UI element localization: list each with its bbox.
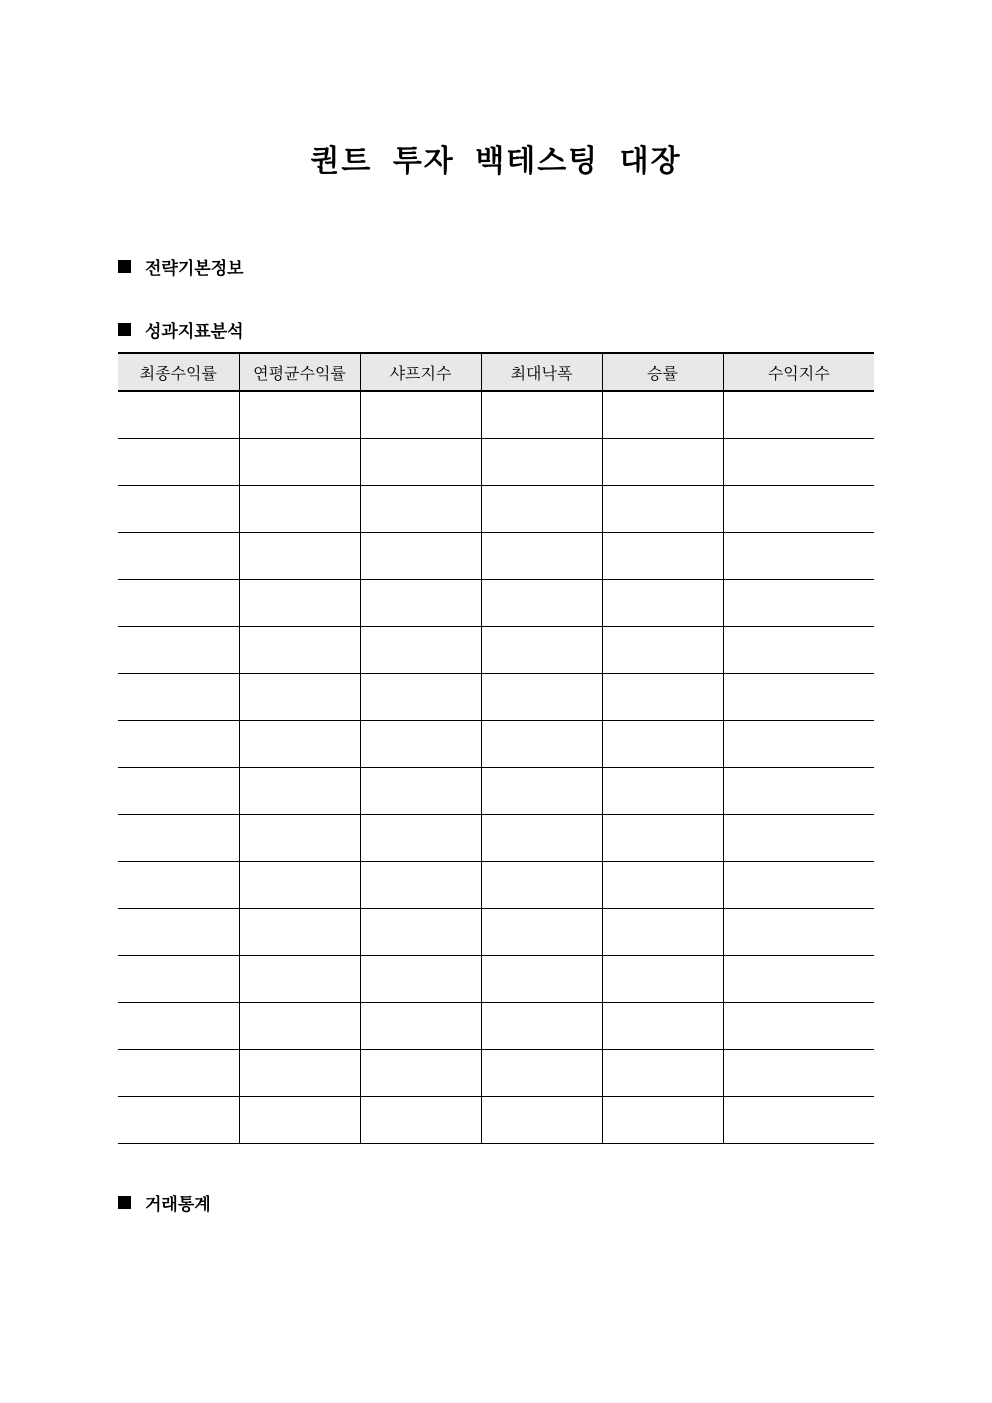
table-row <box>118 533 874 580</box>
table-cell[interactable] <box>118 768 239 815</box>
table-cell[interactable] <box>602 1097 723 1144</box>
table-header-row <box>118 353 874 391</box>
table-cell[interactable] <box>723 815 874 862</box>
table-cell[interactable] <box>239 1097 360 1144</box>
table-cell[interactable] <box>360 1050 481 1097</box>
table-cell[interactable] <box>723 439 874 486</box>
table-row <box>118 627 874 674</box>
table-cell[interactable] <box>602 1050 723 1097</box>
section-heading: 성과지표분석 <box>145 322 244 342</box>
table-cell[interactable] <box>360 1003 481 1050</box>
table-row <box>118 1097 874 1144</box>
table-cell[interactable] <box>118 862 239 909</box>
table-cell[interactable] <box>481 533 602 580</box>
table-cell[interactable] <box>602 862 723 909</box>
table-cell[interactable] <box>360 768 481 815</box>
table-cell[interactable] <box>481 580 602 627</box>
table-cell[interactable] <box>360 909 481 956</box>
table-cell[interactable] <box>481 956 602 1003</box>
table-cell[interactable] <box>118 627 239 674</box>
table-cell[interactable] <box>481 674 602 721</box>
table-cell[interactable] <box>723 862 874 909</box>
table-cell[interactable] <box>602 391 723 439</box>
table-cell[interactable] <box>360 533 481 580</box>
square-bullet-icon <box>118 1196 131 1209</box>
table-cell[interactable] <box>481 1003 602 1050</box>
header-annual-return: 연평균수익률 <box>239 353 360 391</box>
table-cell[interactable] <box>602 768 723 815</box>
table-cell[interactable] <box>602 486 723 533</box>
table-cell[interactable] <box>481 862 602 909</box>
table-cell[interactable] <box>118 674 239 721</box>
table-cell[interactable] <box>602 533 723 580</box>
section-heading: 전략기본정보 <box>145 259 244 279</box>
table-cell[interactable] <box>118 439 239 486</box>
page-title: 퀀트 투자 백테스팅 대장 <box>310 144 682 179</box>
table-cell[interactable] <box>239 391 360 439</box>
table-cell[interactable] <box>239 862 360 909</box>
table-cell[interactable] <box>723 1050 874 1097</box>
table-cell[interactable] <box>239 580 360 627</box>
table-cell[interactable] <box>239 768 360 815</box>
table-cell[interactable] <box>118 533 239 580</box>
header-max-drawdown: 최대낙폭 <box>481 353 602 391</box>
table-cell[interactable] <box>239 1003 360 1050</box>
table-cell[interactable] <box>360 815 481 862</box>
table-cell[interactable] <box>118 721 239 768</box>
table-row <box>118 956 874 1003</box>
table-cell[interactable] <box>239 439 360 486</box>
table-cell[interactable] <box>239 486 360 533</box>
table-cell[interactable] <box>481 486 602 533</box>
table-cell[interactable] <box>723 674 874 721</box>
section-heading: 거래통계 <box>145 1195 211 1215</box>
table-cell[interactable] <box>602 909 723 956</box>
table-cell[interactable] <box>118 391 239 439</box>
table-cell[interactable] <box>602 674 723 721</box>
table-cell[interactable] <box>602 439 723 486</box>
table-cell[interactable] <box>723 1097 874 1144</box>
table-cell[interactable] <box>723 627 874 674</box>
table-cell[interactable] <box>118 815 239 862</box>
table-cell[interactable] <box>118 1050 239 1097</box>
table-cell[interactable] <box>360 1097 481 1144</box>
square-bullet-icon <box>118 323 131 336</box>
section-performance <box>118 317 244 342</box>
table-row <box>118 439 874 486</box>
square-bullet-icon <box>118 260 131 273</box>
table-cell[interactable] <box>239 1050 360 1097</box>
table-row <box>118 909 874 956</box>
table-row <box>118 815 874 862</box>
table-cell[interactable] <box>239 815 360 862</box>
table-cell[interactable] <box>481 627 602 674</box>
table-cell[interactable] <box>360 674 481 721</box>
table-cell[interactable] <box>239 533 360 580</box>
header-win-rate: 승률 <box>602 353 723 391</box>
table-row <box>118 1050 874 1097</box>
table-cell[interactable] <box>239 627 360 674</box>
performance-table <box>118 352 874 1144</box>
table-cell[interactable] <box>602 1003 723 1050</box>
header-sharpe-ratio: 샤프지수 <box>360 353 481 391</box>
table-row <box>118 674 874 721</box>
table-cell[interactable] <box>360 391 481 439</box>
table-cell[interactable] <box>118 486 239 533</box>
table-cell[interactable] <box>602 721 723 768</box>
table-cell[interactable] <box>723 533 874 580</box>
table-row <box>118 862 874 909</box>
table-cell[interactable] <box>723 580 874 627</box>
table-cell[interactable] <box>239 956 360 1003</box>
table-cell[interactable] <box>723 909 874 956</box>
table-cell[interactable] <box>360 956 481 1003</box>
table-cell[interactable] <box>481 721 602 768</box>
table-cell[interactable] <box>481 1097 602 1144</box>
section-trade-stats <box>118 1190 211 1215</box>
table-cell[interactable] <box>360 580 481 627</box>
table-cell[interactable] <box>360 862 481 909</box>
table-cell[interactable] <box>239 909 360 956</box>
header-final-return: 최종수익률 <box>118 353 239 391</box>
table-cell[interactable] <box>118 1097 239 1144</box>
table-cell[interactable] <box>481 439 602 486</box>
table-cell[interactable] <box>723 768 874 815</box>
table-cell[interactable] <box>481 909 602 956</box>
table-cell[interactable] <box>602 956 723 1003</box>
table-cell[interactable] <box>602 815 723 862</box>
table-row <box>118 391 874 439</box>
table-cell[interactable] <box>481 768 602 815</box>
table-cell[interactable] <box>723 391 874 439</box>
table-cell[interactable] <box>481 391 602 439</box>
header-profit-factor: 수익지수 <box>723 353 874 391</box>
table-cell[interactable] <box>602 627 723 674</box>
table-cell[interactable] <box>360 721 481 768</box>
table-cell[interactable] <box>723 1003 874 1050</box>
table-cell[interactable] <box>481 1050 602 1097</box>
table-cell[interactable] <box>360 439 481 486</box>
table-cell[interactable] <box>118 956 239 1003</box>
section-strategy-info <box>118 254 244 279</box>
table-cell[interactable] <box>239 721 360 768</box>
table-cell[interactable] <box>723 486 874 533</box>
table-cell[interactable] <box>602 580 723 627</box>
table-cell[interactable] <box>239 674 360 721</box>
table-cell[interactable] <box>118 580 239 627</box>
table-cell[interactable] <box>723 956 874 1003</box>
table-row <box>118 1003 874 1050</box>
table-cell[interactable] <box>360 486 481 533</box>
table-row <box>118 721 874 768</box>
table-row <box>118 486 874 533</box>
table-cell[interactable] <box>118 909 239 956</box>
table-row <box>118 768 874 815</box>
table-cell[interactable] <box>723 721 874 768</box>
table-cell[interactable] <box>118 1003 239 1050</box>
table-cell[interactable] <box>360 627 481 674</box>
table-cell[interactable] <box>481 815 602 862</box>
table-row <box>118 580 874 627</box>
